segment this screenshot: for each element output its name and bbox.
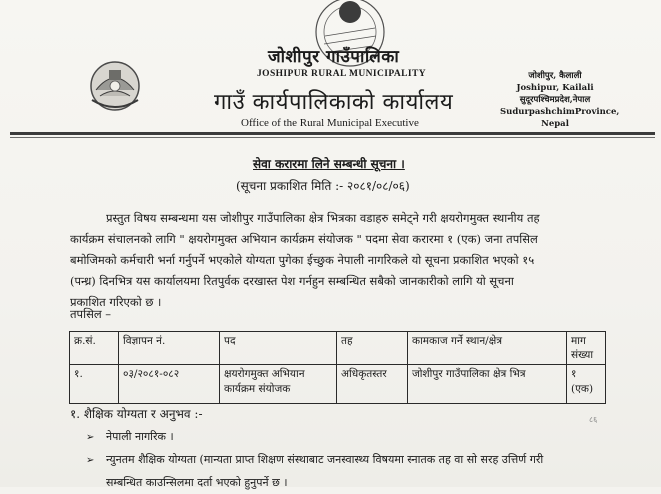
cell-level: अधिकृतस्तर [337, 365, 408, 404]
address-line: सुदूरपश्चिमप्रदेश,नेपाल [519, 95, 591, 105]
header-divider-thin [10, 137, 655, 138]
notice-body [70, 208, 650, 313]
body-line: कार्यक्रम संचालनको लागि " क्षयरोगमुक्त अभियान कार्यक्रम संयोजक " पदमा सेवा करारमा १ (एक) जना तपसिल [70, 232, 538, 246]
table-header-row [70, 332, 606, 365]
executive-office-english: Office of the Rural Municipal Executive [241, 117, 419, 129]
schedule-label: तपसिल – [70, 307, 112, 321]
list-item-continuation: सम्बन्धित काउन्सिलमा दर्ता भएको हुनुपर्ने छ । [106, 476, 288, 489]
arrow-bullet-icon: ➢ [86, 455, 95, 466]
cell-workplace: जोशीपुर गाउँपालिका क्षेत्र भित्र [408, 365, 567, 404]
body-line: प्रस्तुत विषय सम्बन्धमा यस जोशीपुर गाउँपालिका क्षेत्र भित्रका वडाहरु समेट्ने गरी क्षयरोगमुक्त स्थानीय तह [106, 211, 540, 225]
body-line: बमोजिमको कर्मचारी भर्ना गर्नुपर्ने भएकोले योग्यता पुगेका ईच्छुक नेपाली नागरिकले यो सूचना प्रकाशित भएको १५ [70, 253, 535, 267]
qualification-list [86, 426, 646, 494]
qualification-title: १. शैक्षिक योग्यता र अनुभव :- [70, 407, 203, 421]
col-demand: माग संख्या [567, 332, 606, 365]
address-line: Nepal [541, 119, 569, 129]
header-divider [10, 132, 655, 135]
cell-ad-number: ०३/२०८१-०८२ [119, 365, 220, 404]
office-name-nepali: जोशीपुर गाउँपालिका [268, 47, 400, 67]
list-item-text: नेपाली नागरिक । [106, 430, 174, 443]
office-name-english: JOSHIPUR RURAL MUNICIPALITY [257, 69, 426, 79]
col-ad-number: विज्ञापन नं. [119, 332, 220, 365]
list-item-text: न्युनतम शैक्षिक योग्यता (मान्यता प्राप्त शिक्षण संस्थाबाट जनस्वास्थ्य विषयमा स्नातक तह वा सो सरह उत्तिर्ण गरी [106, 453, 544, 466]
body-line: प्रकाशित गरिएको छ । [70, 295, 162, 309]
cell-post: क्षयरोगमुक्त अभियान कार्यक्रम संयोजक [220, 365, 337, 404]
cell-serial: १. [70, 365, 119, 404]
col-workplace: कामकाज गर्ने स्थान/क्षेत्र [408, 332, 567, 365]
list-item [86, 426, 646, 449]
address-line: SudurpashchimProvince, [500, 107, 620, 117]
arrow-bullet-icon: ➢ [86, 432, 95, 443]
address-line: Joshipur, Kailali [516, 83, 594, 93]
body-line: (पन्ध्र) दिनभित्र यस कार्यालयमा रितपुर्वक दरखास्त पेश गर्नहुन सम्बन्धित सबैको जानकारीको लागि यो सूचना [70, 274, 514, 288]
nepal-emblem-icon [86, 56, 144, 114]
cell-demand: १ (एक) [567, 365, 606, 404]
executive-office-nepali: गाउँ कार्यपालिकाको कार्यालय [214, 90, 454, 115]
margin-mark: ८६ [589, 415, 598, 424]
col-serial: क्र.सं. [70, 332, 119, 365]
office-address [500, 70, 620, 130]
col-post: पद [220, 332, 337, 365]
publication-date: (सूचना प्रकाशित मिति :- २०८१/०८/०६) [236, 179, 410, 193]
col-level: तह [337, 332, 408, 365]
notice-title: सेवा करारमा लिने सम्बन्धी सूचना । [253, 157, 405, 171]
address-line: जोशीपुर, कैलाली [528, 71, 582, 81]
table-row [70, 365, 606, 404]
vacancy-table [69, 331, 606, 404]
list-item [86, 449, 646, 472]
